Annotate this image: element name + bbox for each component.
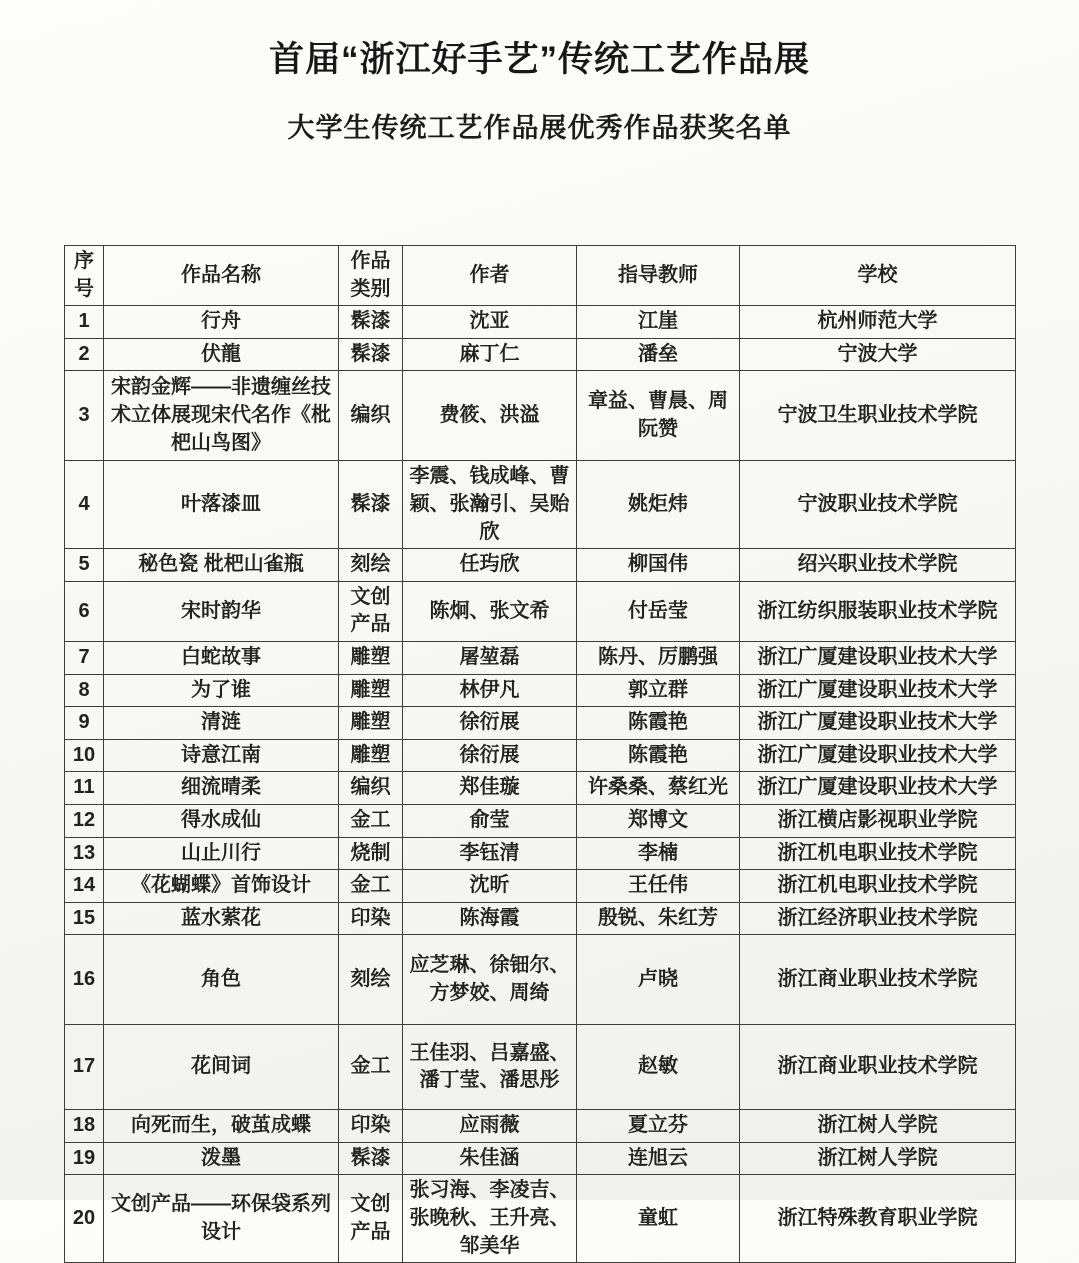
cell-title: 得水成仙 [104,804,339,837]
cell-index: 9 [65,707,104,740]
cell-title: 宋韵金辉——非遗缠丝技术立体展现宋代名作《枇杷山鸟图》 [104,371,339,461]
cell-authors: 朱佳涵 [403,1142,577,1175]
table-row [65,739,1016,772]
cell-title: 为了谁 [104,674,339,707]
cell-advisors: 郭立群 [577,674,740,707]
header-row [65,246,1016,306]
cell-category: 文创产品 [339,581,403,641]
cell-authors: 陈海霞 [403,902,577,935]
cell-advisors: 赵敏 [577,1025,740,1110]
cell-category: 编织 [339,772,403,805]
cell-advisors: 付岳莹 [577,581,740,641]
table-row [65,935,1016,1025]
page-title: 首届“浙江好手艺”传统工艺作品展 [268,40,810,79]
cell-index: 14 [65,870,104,903]
cell-authors: 徐衍展 [403,707,577,740]
cell-title: 泼墨 [104,1142,339,1175]
cell-index: 11 [65,772,104,805]
cell-index: 1 [65,306,104,339]
cell-authors: 王佳羽、吕嘉盛、潘丁莹、潘思彤 [403,1025,577,1110]
cell-authors: 应芝琳、徐钿尔、方梦姣、周绮 [403,935,577,1025]
cell-index: 6 [65,581,104,641]
cell-advisors: 陈霞艳 [577,739,740,772]
cell-category: 印染 [339,1110,403,1143]
cell-title: 细流晴柔 [104,772,339,805]
table-row [65,772,1016,805]
cell-school: 浙江经济职业技术学院 [740,902,1016,935]
cell-advisors: 李楠 [577,837,740,870]
cell-category: 刻绘 [339,549,403,582]
cell-authors: 沈亚 [403,306,577,339]
column-header-school: 学校 [740,246,1016,306]
cell-index: 3 [65,371,104,461]
cell-school: 浙江广厦建设职业技术大学 [740,641,1016,674]
table-row [65,306,1016,339]
cell-school: 浙江广厦建设职业技术大学 [740,674,1016,707]
table-row [65,461,1016,549]
cell-category: 编织 [339,371,403,461]
table-row [65,674,1016,707]
table-row [65,1175,1016,1263]
cell-index: 20 [65,1175,104,1263]
cell-authors: 徐衍展 [403,739,577,772]
table-row [65,1025,1016,1110]
table-row [65,902,1016,935]
cell-category: 金工 [339,804,403,837]
awards-table-body [65,306,1016,1263]
table-row [65,1110,1016,1143]
cell-category: 金工 [339,1025,403,1110]
cell-title: 白蛇故事 [104,641,339,674]
cell-school: 绍兴职业技术学院 [740,549,1016,582]
cell-advisors: 许桑桑、蔡红光 [577,772,740,805]
table-row [65,371,1016,461]
cell-school: 浙江广厦建设职业技术大学 [740,772,1016,805]
cell-school: 浙江纺织服装职业技术学院 [740,581,1016,641]
cell-advisors: 郑博文 [577,804,740,837]
cell-index: 15 [65,902,104,935]
cell-school: 浙江树人学院 [740,1110,1016,1143]
cell-index: 16 [65,935,104,1025]
cell-authors: 麻丁仁 [403,338,577,371]
table-row [65,707,1016,740]
cell-school: 宁波大学 [740,338,1016,371]
cell-index: 7 [65,641,104,674]
table-row [65,837,1016,870]
table-row [65,549,1016,582]
cell-school: 宁波卫生职业技术学院 [740,371,1016,461]
cell-advisors: 殷锐、朱红芳 [577,902,740,935]
cell-authors: 李钰清 [403,837,577,870]
cell-index: 5 [65,549,104,582]
table-row [65,641,1016,674]
cell-category: 印染 [339,902,403,935]
cell-category: 髹漆 [339,1142,403,1175]
cell-authors: 沈昕 [403,870,577,903]
cell-index: 18 [65,1110,104,1143]
cell-school: 宁波职业技术学院 [740,461,1016,549]
cell-school: 浙江机电职业技术学院 [740,837,1016,870]
cell-title: 清涟 [104,707,339,740]
cell-category: 雕塑 [339,674,403,707]
cell-school: 浙江广厦建设职业技术大学 [740,739,1016,772]
cell-category: 文创产品 [339,1175,403,1263]
cell-title: 角色 [104,935,339,1025]
cell-authors: 林伊凡 [403,674,577,707]
cell-school: 浙江商业职业技术学院 [740,935,1016,1025]
cell-advisors: 卢晓 [577,935,740,1025]
cell-title: 秘色瓷 枇杷山雀瓶 [104,549,339,582]
column-header-index: 序号 [65,246,104,306]
cell-authors: 张习海、李凌吉、张晚秋、王升亮、邹美华 [403,1175,577,1263]
cell-index: 19 [65,1142,104,1175]
cell-title: 诗意江南 [104,739,339,772]
cell-advisors: 陈霞艳 [577,707,740,740]
cell-title: 伏龍 [104,338,339,371]
cell-title: 宋时韵华 [104,581,339,641]
cell-index: 17 [65,1025,104,1110]
cell-authors: 郑佳璇 [403,772,577,805]
cell-authors: 俞莹 [403,804,577,837]
cell-category: 金工 [339,870,403,903]
cell-school: 浙江广厦建设职业技术大学 [740,707,1016,740]
cell-category: 雕塑 [339,641,403,674]
cell-advisors: 陈丹、厉鹏强 [577,641,740,674]
awards-table-header [65,246,1016,306]
cell-category: 髹漆 [339,306,403,339]
cell-advisors: 江崖 [577,306,740,339]
cell-category: 刻绘 [339,935,403,1025]
cell-advisors: 王任伟 [577,870,740,903]
cell-category: 雕塑 [339,707,403,740]
cell-category: 髹漆 [339,461,403,549]
cell-title: 向死而生，破茧成蝶 [104,1110,339,1143]
cell-category: 髹漆 [339,338,403,371]
table-row [65,1142,1016,1175]
cell-advisors: 童虹 [577,1175,740,1263]
cell-authors: 屠堃磊 [403,641,577,674]
awards-table [64,245,1016,1263]
table-row [65,804,1016,837]
column-header-advisors: 指导教师 [577,246,740,306]
cell-school: 杭州师范大学 [740,306,1016,339]
cell-school: 浙江商业职业技术学院 [740,1025,1016,1110]
cell-authors: 任玙欣 [403,549,577,582]
cell-advisors: 章益、曹晨、周阮赞 [577,371,740,461]
column-header-authors: 作者 [403,246,577,306]
cell-category: 雕塑 [339,739,403,772]
cell-advisors: 柳国伟 [577,549,740,582]
cell-authors: 李震、钱成峰、曹颖、张瀚引、吴贻欣 [403,461,577,549]
cell-index: 8 [65,674,104,707]
cell-title: 行舟 [104,306,339,339]
cell-authors: 费筱、洪溢 [403,371,577,461]
cell-advisors: 连旭云 [577,1142,740,1175]
cell-advisors: 姚炬炜 [577,461,740,549]
cell-index: 10 [65,739,104,772]
cell-authors: 应雨薇 [403,1110,577,1143]
cell-title: 叶落漆皿 [104,461,339,549]
cell-authors: 陈炯、张文希 [403,581,577,641]
cell-index: 12 [65,804,104,837]
cell-index: 13 [65,837,104,870]
cell-school: 浙江机电职业技术学院 [740,870,1016,903]
cell-title: 《花蝴蝶》首饰设计 [104,870,339,903]
table-row [65,581,1016,641]
cell-school: 浙江树人学院 [740,1142,1016,1175]
cell-advisors: 潘垒 [577,338,740,371]
cell-index: 2 [65,338,104,371]
cell-school: 浙江横店影视职业学院 [740,804,1016,837]
cell-category: 烧制 [339,837,403,870]
cell-advisors: 夏立芬 [577,1110,740,1143]
cell-title: 蓝水萦花 [104,902,339,935]
cell-title: 山止川行 [104,837,339,870]
cell-title: 文创产品——环保袋系列设计 [104,1175,339,1263]
cell-school: 浙江特殊教育职业学院 [740,1175,1016,1263]
cell-index: 4 [65,461,104,549]
column-header-category: 作品类别 [339,246,403,306]
table-row [65,338,1016,371]
column-header-title: 作品名称 [104,246,339,306]
page-subtitle: 大学生传统工艺作品展优秀作品获奖名单 [287,113,792,143]
cell-title: 花间词 [104,1025,339,1110]
table-row [65,870,1016,903]
